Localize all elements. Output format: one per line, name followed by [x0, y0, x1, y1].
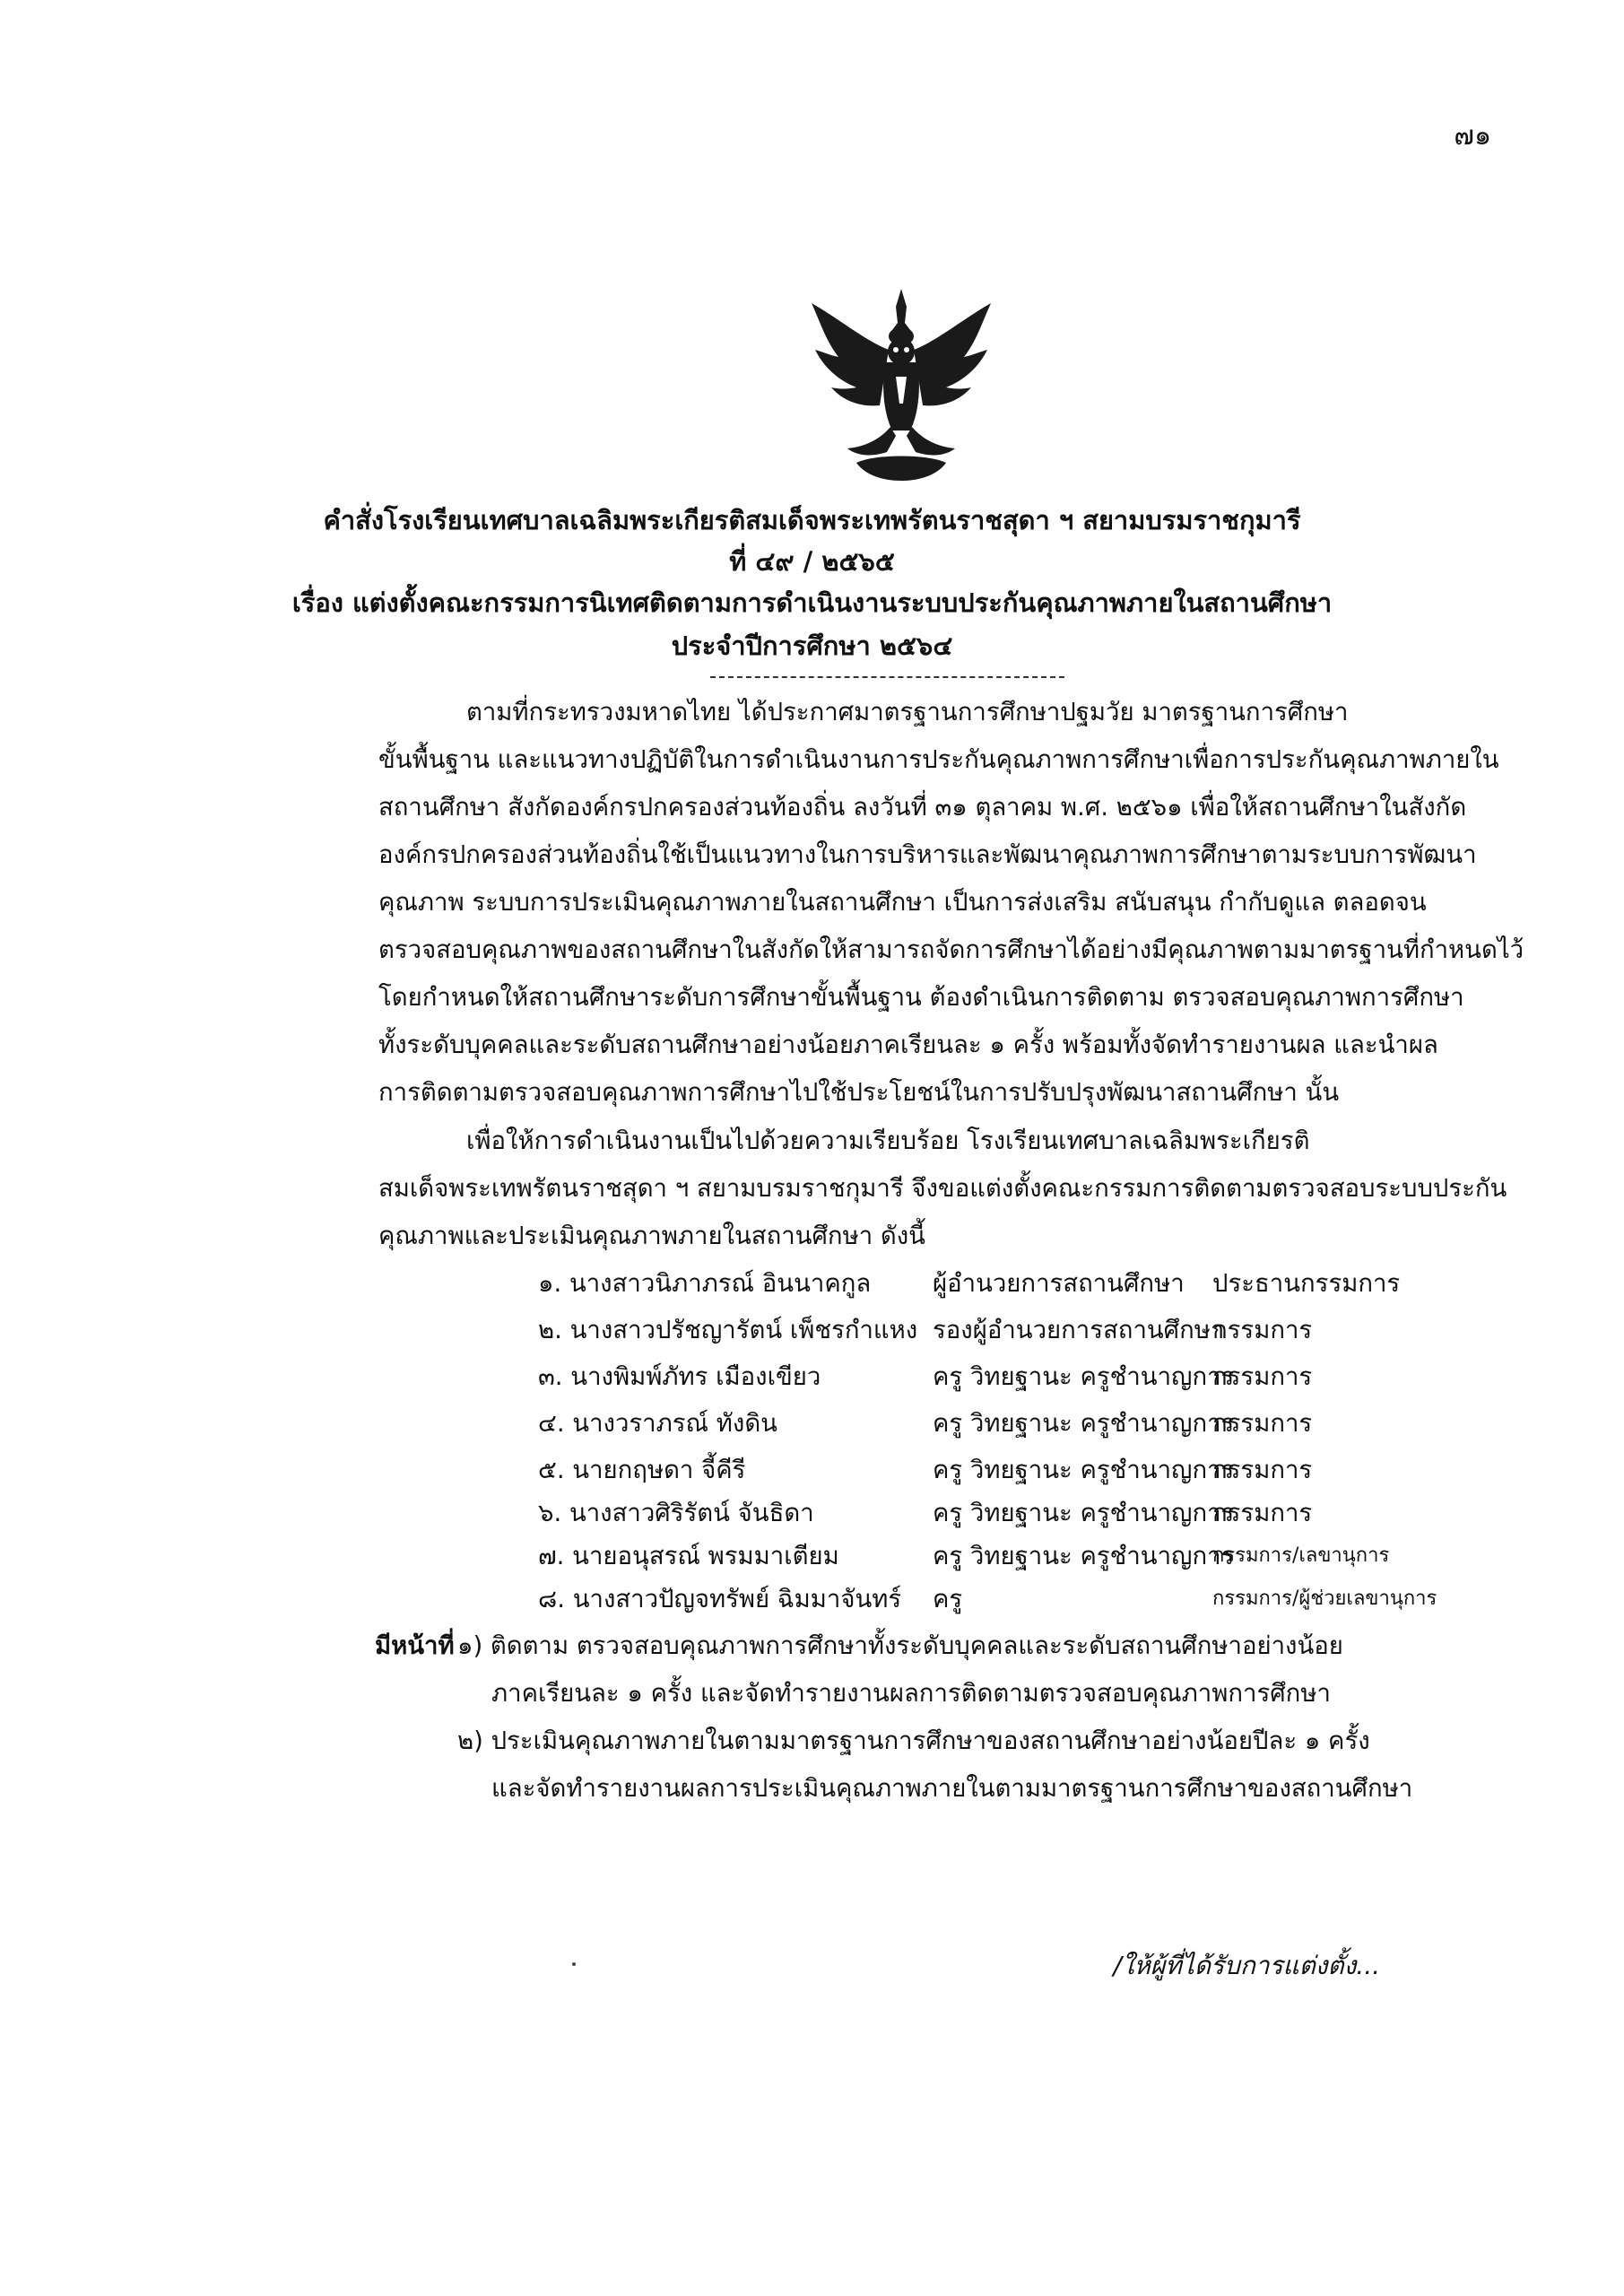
- member-role: กรรมการ/ผู้ช่วยเลขานุการ: [1212, 1587, 1437, 1610]
- member-position: ครู วิทยฐานะ ครูชำนาญการ: [933, 1542, 1235, 1570]
- member-role: กรรมการ: [1212, 1499, 1313, 1527]
- member-name: ๓. นางพิมพ์ภัทร เมืองเขียว: [538, 1362, 821, 1391]
- paragraph-line: สมเด็จพระเทพรัตนราชสุดา ฯ สยามบรมราชกุมารี จึงขอแต่งตั้งคณะกรรมการติดตามตรวจสอบระบบประกัน: [378, 1174, 1507, 1203]
- member-role: กรรมการ/เลขานุการ: [1212, 1544, 1390, 1567]
- member-position: ครู วิทยฐานะ ครูชำนาญการ: [933, 1409, 1235, 1438]
- paragraph-line: องค์กรปกครองส่วนท้องถิ่นใช้เป็นแนวทางในการบริหารและพัฒนาคุณภาพการศึกษาตามระบบการพัฒนา: [378, 840, 1477, 869]
- paragraph-line: ขั้นพื้นฐาน และแนวทางปฏิบัติในการดำเนินงานการประกันคุณภาพการศึกษาเพื่อการประกันคุณภาพภายใน: [378, 745, 1499, 774]
- paragraph-line: โดยกำหนดให้สถานศึกษาระดับการศึกษาขั้นพื้นฐาน ต้องดำเนินการติดตาม ตรวจสอบคุณภาพการศึกษา: [378, 983, 1464, 1012]
- member-name: ๔. นางวราภรณ์ ทังดิน: [538, 1409, 777, 1438]
- order-heading: คำสั่งโรงเรียนเทศบาลเฉลิมพระเกียรติสมเด็จพระเทพรัตนราชสุดา ฯ สยามบรมราชกุมารี: [323, 505, 1301, 535]
- order-subject: เรื่อง แต่งตั้งคณะกรรมการนิเทศติดตามการดำเนินงานระบบประกันคุณภาพภายในสถานศึกษา: [291, 587, 1333, 618]
- member-role: กรรมการ: [1212, 1456, 1313, 1484]
- paragraph-line: การติดตามตรวจสอบคุณภาพการศึกษาไปใช้ประโยชน์ในการปรับปรุงพัฒนาสถานศึกษา นั้น: [378, 1078, 1340, 1107]
- academic-year: ประจำปีการศึกษา ๒๕๖๔: [671, 631, 953, 661]
- member-position: ครู วิทยฐานะ ครูชำนาญการ: [933, 1456, 1235, 1484]
- member-position: ครู วิทยฐานะ ครูชำนาญการ: [933, 1362, 1235, 1391]
- member-name: ๖. นางสาวศิริรัตน์ จันธิดา: [538, 1499, 814, 1527]
- member-name: ๕. นายกฤษดา จี้คีรี: [538, 1456, 746, 1484]
- paragraph-line: สถานศึกษา สังกัดองค์กรปกครองส่วนท้องถิ่น ลงวันที่ ๓๑ ตุลาคม พ.ศ. ๒๕๖๑ เพื่อให้สถานศึกษาในสังกัด: [378, 793, 1467, 822]
- garuda-emblem-icon: [803, 287, 1000, 483]
- member-name: ๑. นางสาวนิภาภรณ์ อินนาคกูล: [538, 1269, 872, 1298]
- duty-1-line-2: ภาคเรียนละ ๑ ครั้ง และจัดทำรายงานผลการติดตามตรวจสอบคุณภาพการศึกษา: [491, 1679, 1331, 1708]
- paragraph-line: ตรวจสอบคุณภาพของสถานศึกษาในสังกัดให้สามารถจัดการศึกษาได้อย่างมีคุณภาพตามมาตรฐานที่กำหนดไว้: [378, 935, 1524, 964]
- paragraph-line: เพื่อให้การดำเนินงานเป็นไปด้วยความเรียบร้อย โรงเรียนเทศบาลเฉลิมพระเกียรติ: [466, 1126, 1310, 1155]
- member-position: รองผู้อำนวยการสถานศึกษา: [933, 1316, 1225, 1344]
- duty-2-line-1: ๒) ประเมินคุณภาพภายในตามมาตรฐานการศึกษาของสถานศึกษาอย่างน้อยปีละ ๑ ครั้ง: [457, 1726, 1370, 1755]
- member-name: ๒. นางสาวปรัชญารัตน์ เพ็ชรกำแหง: [538, 1316, 918, 1344]
- paragraph-line: ตามที่กระทรวงมหาดไทย ได้ประกาศมาตรฐานการศึกษาปฐมวัย มาตรฐานการศึกษา: [466, 698, 1349, 726]
- duty-2-line-2: และจัดทำรายงานผลการประเมินคุณภาพภายในตามมาตรฐานการศึกษาของสถานศึกษา: [491, 1774, 1413, 1803]
- member-name: ๗. นายอนุสรณ์ พรมมาเตียม: [538, 1542, 839, 1570]
- continuation-note: /ให้ผู้ที่ได้รับการแต่งตั้ง...: [1113, 1951, 1380, 1980]
- order-number: ที่ ๔๙ / ๒๕๖๕: [729, 546, 895, 577]
- paragraph-line: คุณภาพ ระบบการประเมินคุณภาพภายในสถานศึกษา เป็นการส่งเสริม สนับสนุน กำกับดูแล ตลอดจน: [378, 888, 1427, 917]
- member-name: ๘. นางสาวปัญจทรัพย์ ฉิมมาจันทร์: [538, 1585, 902, 1613]
- scan-dot: [572, 1962, 576, 1966]
- paragraph-line: คุณภาพและประเมินคุณภาพภายในสถานศึกษา ดังนี้: [378, 1222, 925, 1250]
- member-position: ครู: [933, 1585, 963, 1613]
- member-role: กรรมการ: [1212, 1409, 1313, 1438]
- member-position: ครู วิทยฐานะ ครูชำนาญการ: [933, 1499, 1235, 1527]
- member-role: กรรมการ: [1212, 1316, 1313, 1344]
- divider-line: [710, 676, 1064, 678]
- paragraph-line: ทั้งระดับบุคคลและระดับสถานศึกษาอย่างน้อยภาคเรียนละ ๑ ครั้ง พร้อมทั้งจัดทำรายงานผล และนำผล: [378, 1031, 1438, 1059]
- duty-1-line-1: ๑) ติดตาม ตรวจสอบคุณภาพการศึกษาทั้งระดับบุคคลและระดับสถานศึกษาอย่างน้อย: [457, 1631, 1343, 1660]
- page-number: ๗๑: [1454, 120, 1491, 152]
- member-position: ผู้อำนวยการสถานศึกษา: [933, 1269, 1185, 1298]
- member-role: ประธานกรรมการ: [1212, 1269, 1401, 1298]
- duties-label: มีหน้าที่: [375, 1631, 455, 1660]
- member-role: กรรมการ: [1212, 1362, 1313, 1391]
